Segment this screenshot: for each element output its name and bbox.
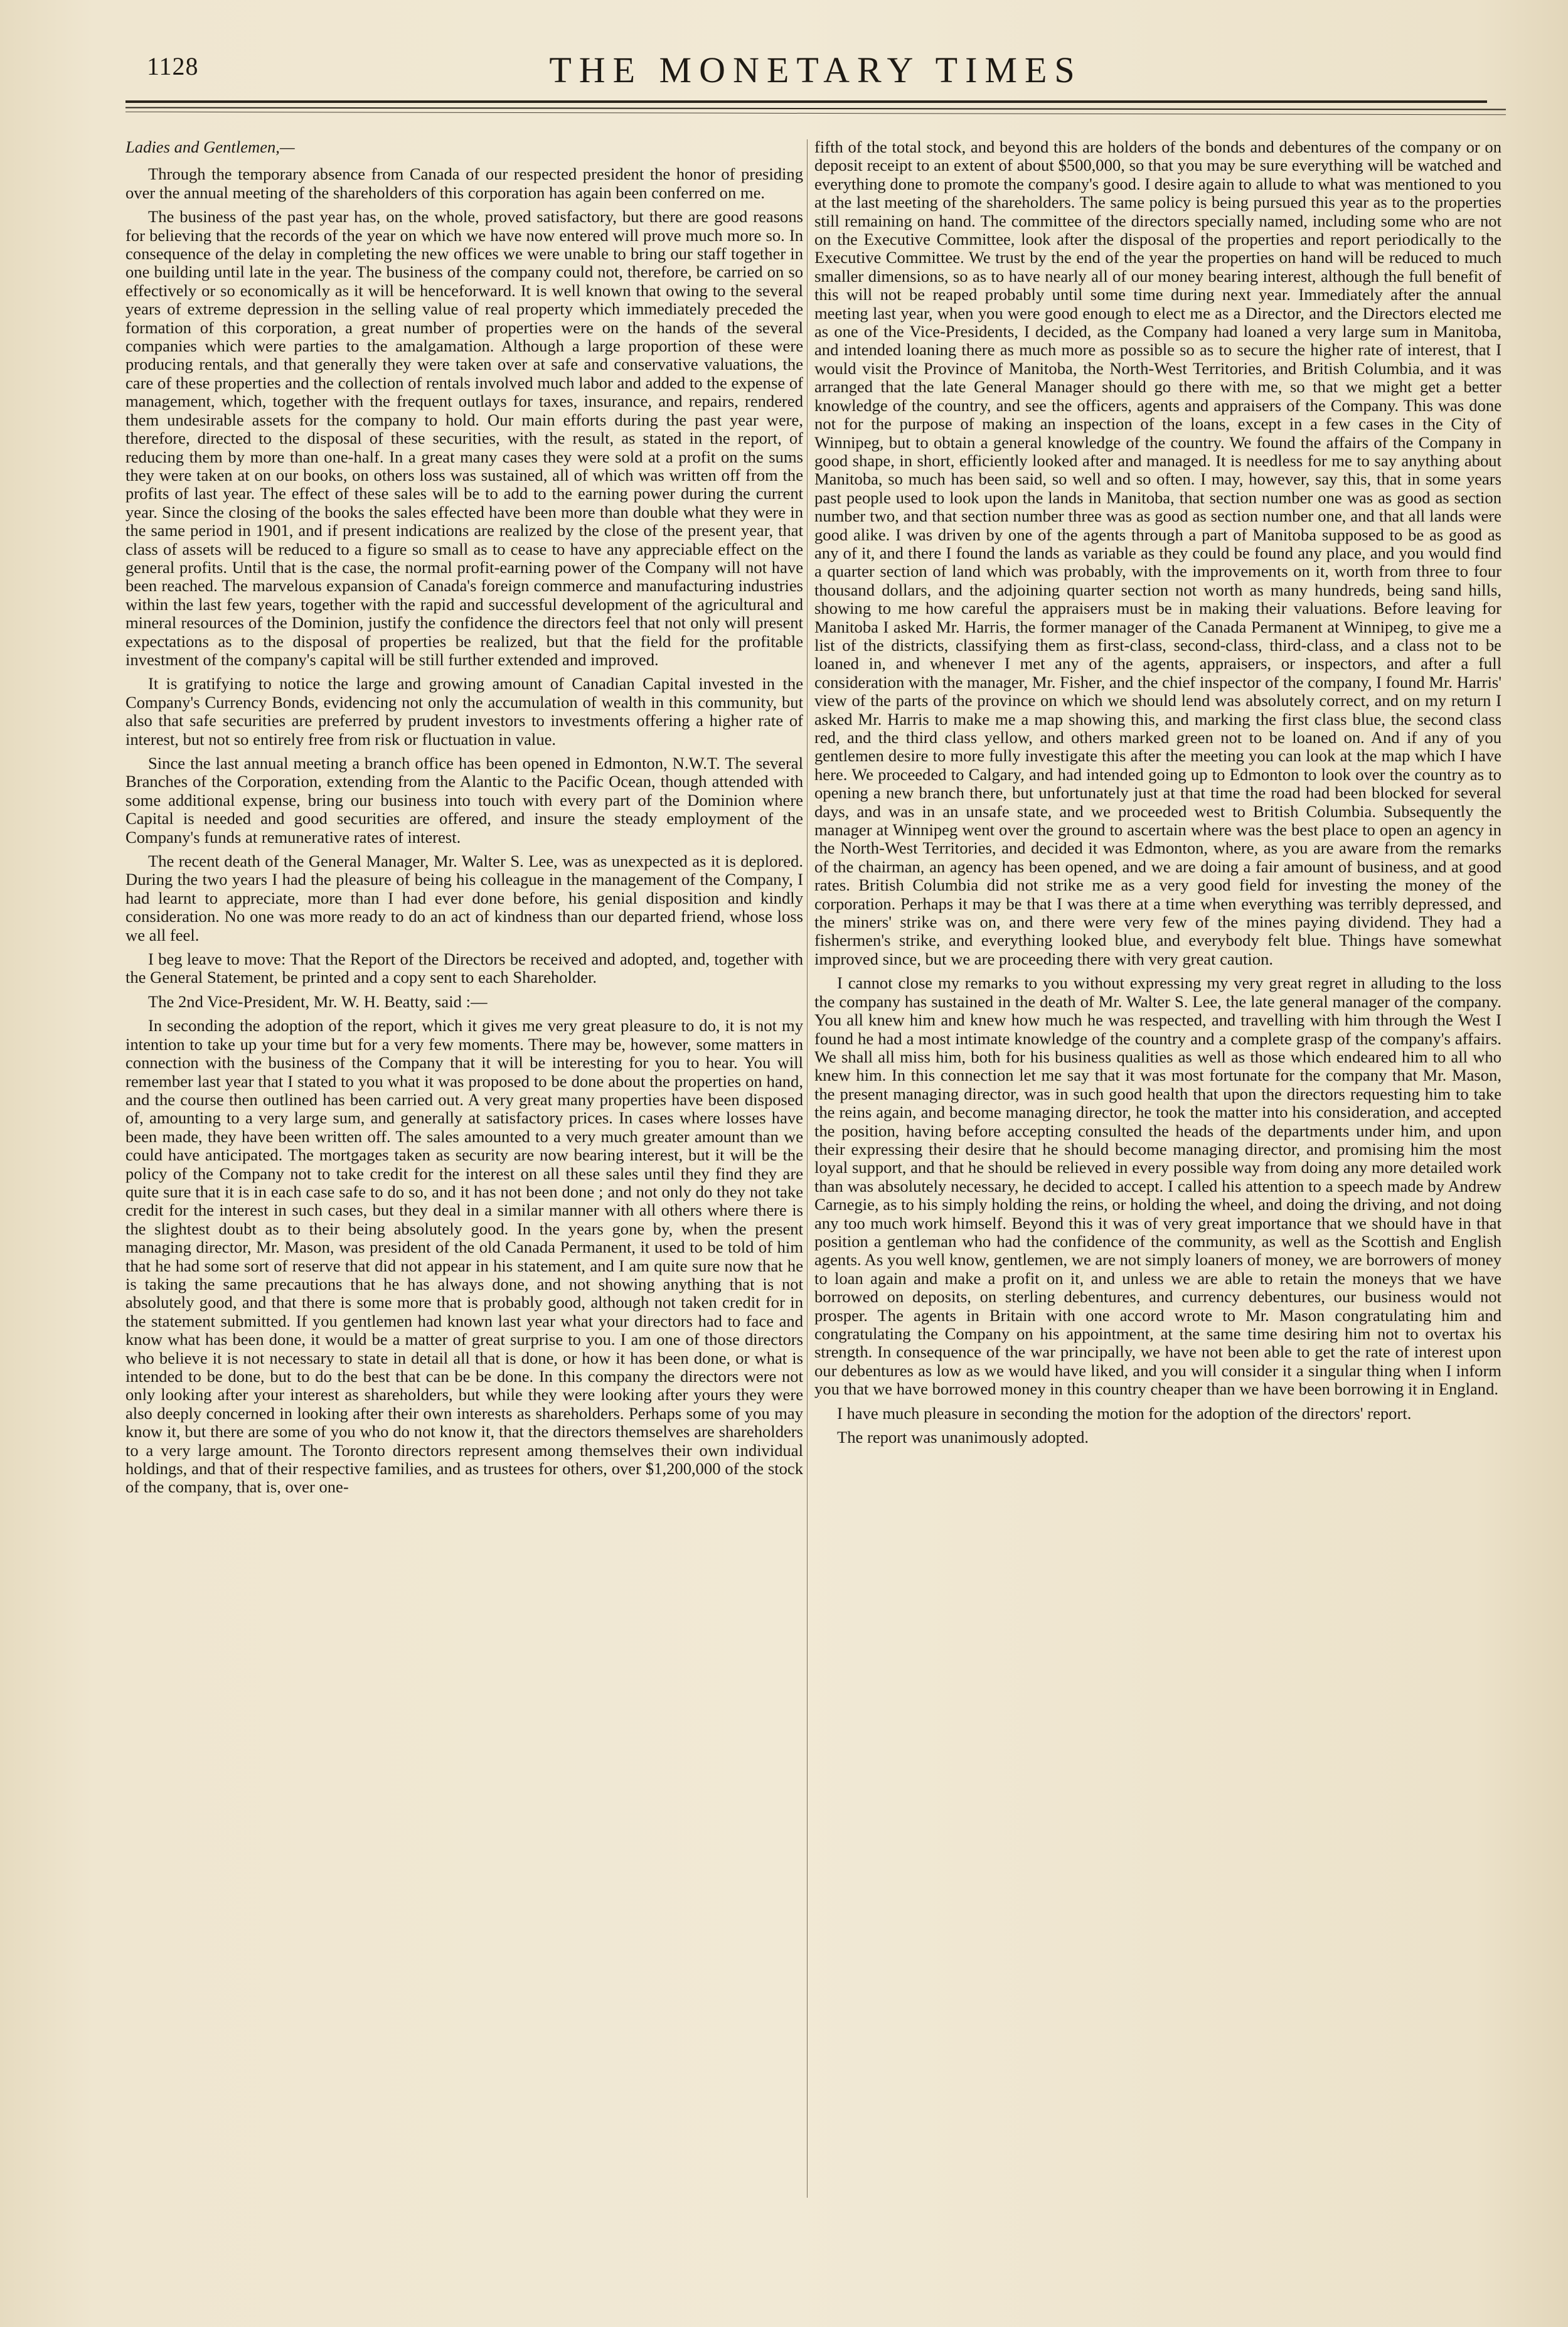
- paragraph-continuation: fifth of the total stock, and beyond this are holders of the bonds and debentures of the company or on deposit receipt to an extent of about $500,000, so that you may be sure everything will be watched and everything done to promote the company's good. I desire again to allude to what was mentioned to you at the last meeting of the shareholders. The same policy is being pursued this year as to the properties still remaining on hand. The committee of the directors specially named, including some who are not on the Executive Committee, look after the disposal of the properties and report periodically to the Executive Committee. We trust by the end of the year the properties on hand will be reduced to much smaller dimensions, so as to have nearly all of our money bearing interest, although the full benefit of this will not be reaped probably until some time during next year. Immediately after the annual meeting last year, when you were good enough to elect me as a Director, and the Directors elected me as one of the Vice-Presidents, I decided, as the Company had loaned a very large sum in Manitoba, and intended loaning there as much more as possible so as to secure the higher rate of interest, that I would visit the Province of Manitoba, the North-West Territories, and British Columbia, and it was arranged that the late General Manager should go there with me, so that we might get a better knowledge of the country, and see the officers, agents and appraisers of the Company. This was done not for the purpose of making an inspection of the loans, except in a few cases in the City of Winnipeg, but to obtain a general knowledge of the country. We found the affairs of the Company in good shape, in short, efficiently looked after and managed. It is needless for me to say anything about Manitoba, so much has been said, so well and so often. I may, however, say this, that in some years past people used to look upon the lands in Manitoba, that section number one was as good as section number two, and that section number three was as good as section number one, and that all lands were good alike. I was driven by one of the agents through a part of Manitoba supposed to be as good as any of it, and there I found the lands as variable as they could be found any place, and you would find a quarter section of land which was probably, with the improvements on it, worth from three to four thousand dollars, and the adjoining quarter section not worth as many hundreds, being sand hills, showing to me how careful the appraisers must be in making their valuations. Before leaving for Manitoba I asked Mr. Harris, the former manager of the Canada Permanent at Winnipeg, to give me a list of the districts, classifying them as first-class, second-class, third-class, and a class not to be loaned in, and whenever I met any of the agents, appraisers, or inspectors, and after a full consideration with the manager, Mr. Fisher, and the chief inspector of the company, I found Mr. Harris' view of the parts of the province on which we should lend was absolutely correct, and on my return I asked Mr. Harris to make me a map showing this, and marking the first class blue, the second class red, and the third class yellow, and others marked green not to be loaned on. And if any of you gentlemen desire to more fully investigate this after the meeting you can look at the map which I have here. We proceeded to Calgary, and had intended going up to Edmonton to look over the country as to opening a new branch there, but unfortunately just at that time the road had been blocked for several days, and was in an unsafe state, and we proceeded west to British Columbia. Subsequently the manager at Winnipeg went over the ground to ascertain where was the best place to open an agency in the North-West Territories, and decided it was Edmonton, where, as you are aware from the remarks of the chairman, an agency has been opened, and we are doing a fair amount of business, and at good rates. British Columbia did not strike me as a very good field for investing the money of the corporation. Perhaps it may be that I was there at a time when everything was terribly depressed, and the miners' strike was on, and there were very few of the mines paying dividend. They had a fishermen's strike, and everything looked blue, and everybody felt blue. Things have somewhat improved since, but we are proceeding there with very great caution.: [814, 138, 1501, 968]
- left-column: [125, 138, 803, 2215]
- paragraph-seconding-speech: In seconding the adoption of the report, which it gives me very great pleasure to do, it is not my intention to take up your time but for a very few moments. There may be, however, some matters in connection with the business of the Company that it will be interesting for you to hear. You will remember last year that I stated to you what it was proposed to be done about the properties on hand, and the course then outlined has been carried out. A very great many properties have been disposed of, amounting to a very large sum, and generally at satisfactory prices. In cases where losses have been made, they have been written off. The sales amounted to a very much greater amount than we could have anticipated. The mortgages taken as security are now bearing interest, but it will be the policy of the Company not to take credit for the interest on all these sales until they find they are quite sure that it is in each case safe to do so, and it has not been done ; and not only do they not take credit for the interest in such cases, but they deal in a similar manner with all others where there is the slightest doubt as to their being absolutely good. In the years gone by, when the present managing director, Mr. Mason, was president of the old Canada Permanent, it used to be told of him that he had some sort of reserve that did not appear in his statement, and I am quite sure now that he is taking the same precautions that he has always done, and not showing anything that is not absolutely good, and that there is some more that is probably good, although not taken credit for in the statement submitted. If you gentlemen had known last year what your directors had to face and know what has been done, it would be a matter of great surprise to you. I am one of those directors who believe it is not necessary to state in detail all that is done, or how it has been done, or what is intended to be done, but to do the best that can be be done. In this company the directors were not only looking after your interest as shareholders, but while they were looking after yours they were also deeply concerned in looking after their own interests as shareholders. Perhaps some of you may know it, but there are some of you who do not know it, that the directors themselves are shareholders to a very large amount. The Toronto directors represent among themselves their own individual holdings, and that of their respective families, and as trustees for others, over $1,200,000 of the stock of the company, that is, over one-: [125, 1016, 803, 1497]
- header-rule-thin: [125, 107, 1506, 110]
- page-header: [125, 49, 1506, 93]
- paragraph-edmonton-branch: Since the last annual meeting a branch office has been opened in Edmonton, N.W.T. The several Branches of the Corporation, extending from the Alantic to the Pacific Ocean, though attended with some additional expense, bring our business into touch with every part of the Dominion where Capital is needed and good securities are offered, and insure the steady employment of the Company's funds at remunerative rates of interest.: [125, 754, 803, 847]
- paragraph-motion: I beg leave to move: That the Report of the Directors be received and adopted, and, together with the General Statement, be printed and a copy sent to each Shareholder.: [125, 950, 803, 987]
- paragraph-seconding-motion: I have much pleasure in seconding the motion for the adoption of the directors' report.: [837, 1403, 1412, 1423]
- header-rule-hairline: [125, 112, 1506, 115]
- paragraph-opening: Through the temporary absence from Canada of our respected president the honor of presiding over the annual meeting of the shareholders of this corporation has again been conferred on me.: [125, 164, 803, 202]
- paragraph-death-of-manager: The recent death of the General Manager, Mr. Walter S. Lee, was as unexpected as it is deplored. During the two years I had the pleasure of being his colleague in the management of the Company, I had learnt to appreciate, more than I had ever done before, his genial disposition and kindly consideration. No one was more ready to do an act of kindness than our departed friend, whose loss we all feel.: [125, 852, 803, 944]
- paragraph-closing-remarks: I cannot close my remarks to you without expressing my very great regret in alluding to the loss the company has sustained in the death of Mr. Walter S. Lee, the late general manager of the company. You all knew him and knew how much he was respected, and travelling with him through the West I found he had a most intimate knowledge of the country and a complete grasp of the company's affairs. We shall all miss him, both for his business qualities as well as those which endeared him to all who knew him. In this connection let me say that it was most fortunate for the company that Mr. Mason, the present managing director, was in such good health that upon the directors requesting him to take the reins again, and become managing director, he took the matter into his consideration, and accepted the position, having before accepting consulted the heads of the departments under him, and upon their expressing their desire that he should become managing director, and promising him the most loyal support, and that he should be relieved in every possible way from doing any more detailed work than was absolutely necessary, he decided to accept. I called his attention to a speech made by Andrew Carnegie, as to his simply holding the reins, or holding the wheel, and doing the driving, and not doing any too much work himself. Beyond this it was of very great importance that we should have in that position a gentleman who had the confidence of the community, as well as the Scottish and English agents. As you well know, gentlemen, we are not simply loaners of money, we are borrowers of money to loan again and make a profit on it, and unless we are able to retain the moneys that we have borrowed on deposits, on sterling debentures, and currency debentures, our business would not prosper. The agents in Britain with one accord wrote to Mr. Mason congratulating him and congratulating the Company on his appointment, at the same time desiring him not to overtax his strength. In consequence of the war principally, we have not been able to get the rate of interest upon our debentures as low as we would have liked, and you will consider it a singular thing when I inform you that we have borrowed money in this country cheaper than we have been borrowing it in England.: [814, 973, 1501, 1399]
- salutation: Ladies and Gentlemen,—: [125, 138, 295, 156]
- paragraph-speaker-intro: The 2nd Vice-President, Mr. W. H. Beatty, said :—: [148, 992, 488, 1011]
- paragraph-report-adopted: The report was unanimously adopted.: [837, 1428, 1089, 1447]
- column-divider: [807, 139, 808, 2198]
- header-rule-thick: [125, 100, 1487, 103]
- right-column: [814, 138, 1501, 2215]
- page-number: 1128: [147, 52, 199, 80]
- paragraph-business-review: The business of the past year has, on the whole, proved satisfactory, but there are good reasons for believing that the records of the year on which we have now entered will prove much more so. In consequence of the delay in completing the new offices we were unable to bring our staff together in one building until late in the year. The business of the company could not, therefore, be carried on so effectively or so economically as it will be henceforward. It is well known that owing to the several years of extreme depression in the selling value of real property which immediately preceded the formation of this corporation, a great number of properties were on the hands of the several companies which were parties to the amalgamation. Although a large proportion of these were producing rentals, and that generally they were taken over at safe and conservative valuations, the care of these properties and the collection of rentals involved much labor and added to the expense of management, which, together with the frequent outlays for taxes, insurance, and repairs, rendered them undesirable assets for the company to hold. Our main efforts during the past year were, therefore, directed to the disposal of these securities, with the result, as stated in the report, of reducing them by more than one-half. In a great many cases they were sold at a profit on the sums they were taken at on our books, on others loss was sustained, all of which was written off from the profits of last year. The effect of these sales will be to add to the earning power during the current year. Since the closing of the books the sales effected have been more than double what they were in the same period in 1901, and if present indications are realized by the close of the present year, that class of assets will be reduced to a figure so small as to cease to have any appreciable effect on the general profits. Until that is the case, the normal profit-earning power of the Company will not have been reached. The marvelous expansion of Canada's foreign commerce and manufacturing industries within the last few years, together with the rapid and successful development of the agricultural and mineral resources of the Dominion, justify the confidence the directors feel that not only will present expectations as to the disposal of properties be realized, but that the field for the profitable investment of the company's capital will be still further extended and improved.: [125, 207, 803, 669]
- paragraph-currency-bonds: It is gratifying to notice the large and growing amount of Canadian Capital invested in the Company's Currency Bonds, evidencing not only the accumulation of wealth in this community, but also that safe securities are preferred by prudent investors to investments offering a higher rate of interest, but not so entirely free from risk or fluctuation in value.: [125, 674, 803, 749]
- masthead-title: THE MONETARY TIMES: [549, 50, 1082, 90]
